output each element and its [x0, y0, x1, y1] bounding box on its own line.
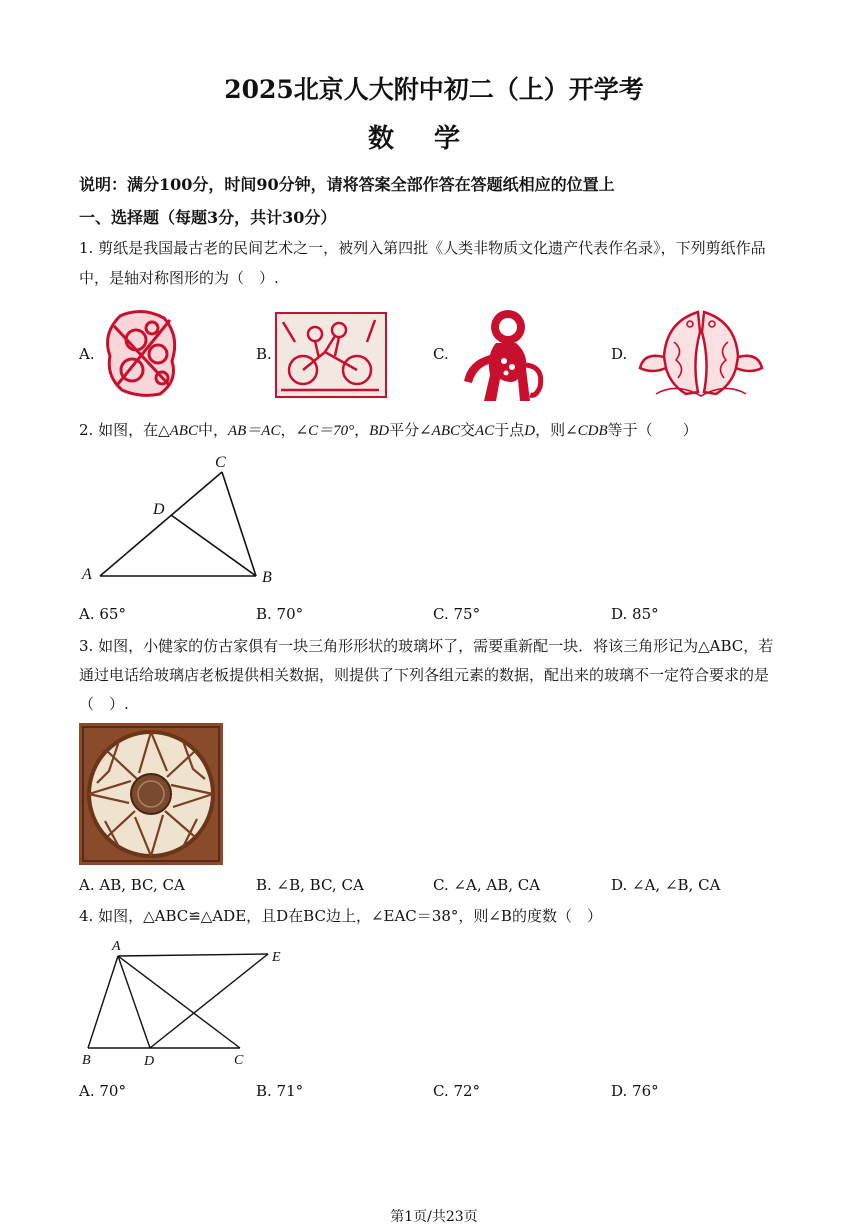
subject-title: 数学: [367, 124, 500, 154]
q2-triangle-diagram: [78, 448, 288, 590]
q2-option-c: C. 75°: [433, 605, 481, 623]
q4-option-b: B. 71°: [256, 1082, 304, 1100]
segment-bd: [171, 515, 256, 576]
label-b: B: [262, 569, 272, 586]
page-footer: 第1页/共23页: [390, 1209, 478, 1225]
q2-option-a: A. 65°: [79, 605, 126, 623]
q3-line2: 通过电话给玻璃店老板提供相关数据，则提供了下列各组元素的数据，配出来的玻璃不一定符合要求的是: [79, 666, 770, 684]
label-c: C: [215, 454, 226, 471]
label-a: A: [112, 939, 121, 954]
label-a: A: [82, 566, 92, 583]
q1-option-a-label: A.: [79, 345, 95, 363]
q3-line3: （ ）.: [79, 695, 129, 713]
q2-text: 2. 如图，在△ABC中，AB＝AC，∠C＝70°，BD平分∠ABC交AC于点D，则∠CDB等于（ ）: [79, 421, 698, 439]
q1-option-c-label: C.: [433, 345, 449, 363]
papercut-flower-image: [100, 306, 184, 398]
page-title: 2025北京人大附中初二（上）开学考: [224, 75, 644, 104]
q4-option-d: D. 76°: [611, 1082, 659, 1100]
antique-window-image: [79, 723, 223, 865]
segment-ac: [100, 472, 222, 576]
segment-ac: [118, 956, 240, 1048]
label-e: E: [272, 950, 281, 965]
q4-option-c: C. 72°: [433, 1082, 481, 1100]
q3-option-a: A. AB, BC, CA: [79, 876, 185, 894]
papercut-fish-image: [636, 302, 766, 402]
segment-ae: [118, 954, 268, 956]
q4-congruent-triangles-diagram: [78, 936, 292, 1070]
label-b: B: [82, 1053, 91, 1068]
q1-option-d-label: D.: [611, 345, 628, 363]
label-d: D: [153, 501, 165, 518]
section-heading: 一、选择题（每题3分，共计30分）: [79, 208, 337, 227]
q1-option-b-label: B.: [256, 345, 272, 363]
instructions: 说明：满分100分，时间90分钟，请将答案全部作答在答题纸相应的位置上: [79, 175, 615, 194]
segment-ab: [88, 956, 118, 1048]
label-c: C: [234, 1053, 244, 1068]
label-d: D: [144, 1054, 155, 1069]
q1-line1: 1. 剪纸是我国最古老的民间艺术之一，被列入第四批《人类非物质文化遗产代表作名录》，下列剪纸作品: [79, 239, 766, 257]
segment-cb: [222, 472, 256, 576]
q2-option-b: B. 70°: [256, 605, 304, 623]
q3-option-c: C. ∠A, AB, CA: [433, 876, 541, 894]
papercut-bicycle-image: [275, 312, 387, 398]
q2-option-d: D. 85°: [611, 605, 659, 623]
segment-de: [150, 954, 268, 1048]
segment-ad: [118, 956, 150, 1048]
papercut-monkey-image: [456, 305, 546, 403]
q3-line1: 3. 如图，小健家的仿古家俱有一块三角形形状的玻璃坏了，需要重新配一块．将该三角形记为△ABC，若: [79, 637, 774, 655]
q4-text: 4. 如图，△ABC≌△ADE，且D在BC边上，∠EAC＝38°，则∠B的度数（ ）: [79, 907, 602, 925]
q3-option-d: D. ∠A, ∠B, CA: [611, 876, 721, 894]
q3-option-b: B. ∠B, BC, CA: [256, 876, 364, 894]
q1-line2: 中，是轴对称图形的为（ ）.: [79, 269, 279, 287]
q4-option-a: A. 70°: [79, 1082, 126, 1100]
